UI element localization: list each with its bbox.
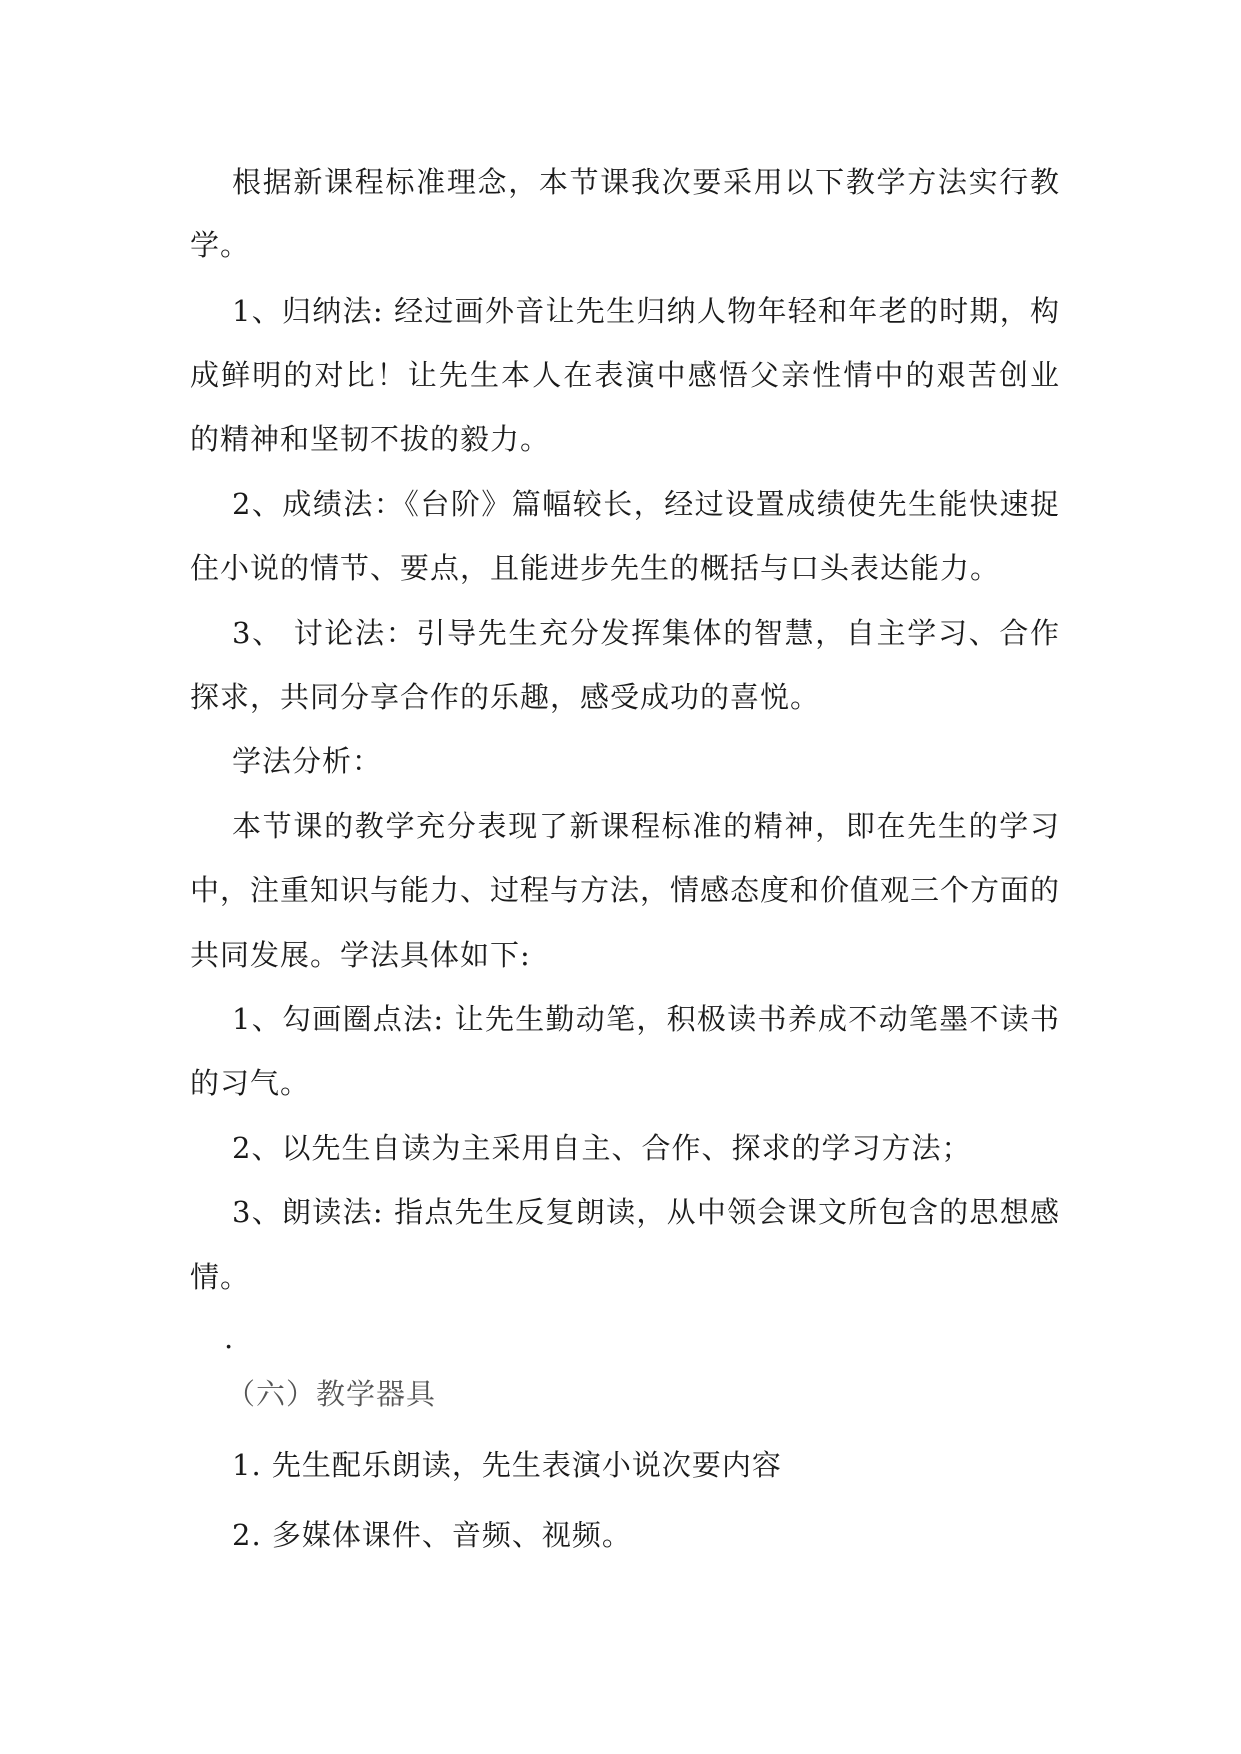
paragraph-line: 的精神和坚韧不拔的毅力。 <box>190 422 551 456</box>
paragraph-line: 本节课的教学充分表现了新课程标准的精神，即在先生的学习 <box>232 809 1060 843</box>
paragraph-line: 3、 讨论法：引导先生充分发挥集体的智慧，自主学习、合作 <box>232 616 1060 650</box>
paragraph-line: 3、朗读法: 指点先生反复朗读，从中领会课文所包含的思想感 <box>232 1195 1060 1229</box>
stray-dot: . <box>224 1321 234 1355</box>
paragraph-line: 根据新课程标准理念，本节课我次要采用以下教学方法实行教 <box>232 165 1060 199</box>
section-heading: （六）教学器具 <box>226 1377 437 1411</box>
paragraph-line: 情。 <box>190 1260 251 1294</box>
section-heading: 学法分析： <box>232 744 383 778</box>
paragraph-line: 1、勾画圈点法: 让先生勤动笔，积极读书养成不动笔墨不读书 <box>232 1002 1060 1036</box>
paragraph-line: 的习气。 <box>190 1066 311 1100</box>
paragraph-line: 2、成绩法：《台阶》篇幅较长，经过设置成绩使先生能快速捉 <box>232 487 1060 521</box>
paragraph-line: 住小说的情节、要点，且能进步先生的概括与口头表达能力。 <box>190 551 1001 585</box>
paragraph-line: 2、以先生自读为主采用自主、合作、探求的学习方法； <box>232 1131 972 1165</box>
paragraph-line: 探求，共同分享合作的乐趣，感受成功的喜悦。 <box>190 680 821 714</box>
paragraph-line: 成鲜明的对比！让先生本人在表演中感悟父亲性情中的艰苦创业 <box>190 358 1060 392</box>
list-item: 2. 多媒体课件、音频、视频。 <box>232 1518 632 1552</box>
list-item: 1. 先生配乐朗读，先生表演小说次要内容 <box>232 1448 782 1482</box>
paragraph-line: 共同发展。学法具体如下: <box>190 938 531 972</box>
paragraph-line: 学。 <box>190 228 251 262</box>
paragraph-line: 中，注重知识与能力、过程与方法，情感态度和价值观三个方面的 <box>190 873 1061 907</box>
paragraph-line: 1、归纳法: 经过画外音让先生归纳人物年轻和年老的时期，构 <box>232 294 1060 328</box>
